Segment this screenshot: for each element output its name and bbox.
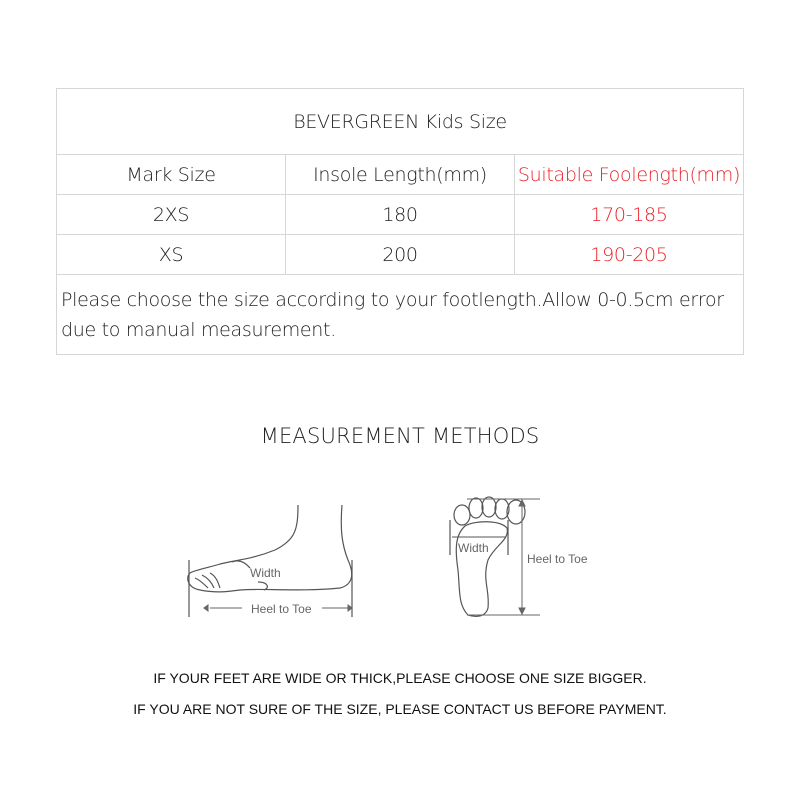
- table-title: BEVERGREEN Kids Size: [57, 89, 744, 155]
- header-mark-size: Mark Size: [57, 155, 286, 195]
- cell-foot-length: 170-185: [515, 195, 744, 235]
- foot-diagrams: [180, 490, 620, 630]
- table-row: [57, 195, 744, 235]
- table-note: Please choose the size according to your footlength.Allow 0-0.5cm error due to manual measurement.: [57, 275, 744, 355]
- table-header-row: [57, 155, 744, 195]
- notice-contact: IF YOU ARE NOT SURE OF THE SIZE, PLEASE CONTACT US BEFORE PAYMENT.: [133, 701, 667, 717]
- size-table: [56, 88, 744, 355]
- cell-mark-size: 2XS: [57, 195, 286, 235]
- cell-insole-length: 180: [286, 195, 515, 235]
- notice-wide-feet: IF YOUR FEET ARE WIDE OR THICK,PLEASE CHOOSE ONE SIZE BIGGER.: [153, 670, 647, 686]
- cell-insole-length: 200: [286, 235, 515, 275]
- sole-length-label: Heel to Toe: [527, 552, 588, 566]
- table-row: [57, 235, 744, 275]
- header-foot-length: Suitable Foolength(mm): [515, 155, 744, 195]
- side-foot-illustration: [188, 505, 352, 617]
- header-insole-length: Insole Length(mm): [286, 155, 515, 195]
- side-width-label: Width: [250, 566, 281, 580]
- cell-mark-size: XS: [57, 235, 286, 275]
- sole-width-label: Width: [458, 541, 489, 555]
- sole-foot-illustration: [450, 497, 525, 616]
- side-length-label: Heel to Toe: [251, 602, 312, 616]
- cell-foot-length: 190-205: [515, 235, 744, 275]
- measurement-heading: MEASUREMENT METHODS: [260, 424, 540, 448]
